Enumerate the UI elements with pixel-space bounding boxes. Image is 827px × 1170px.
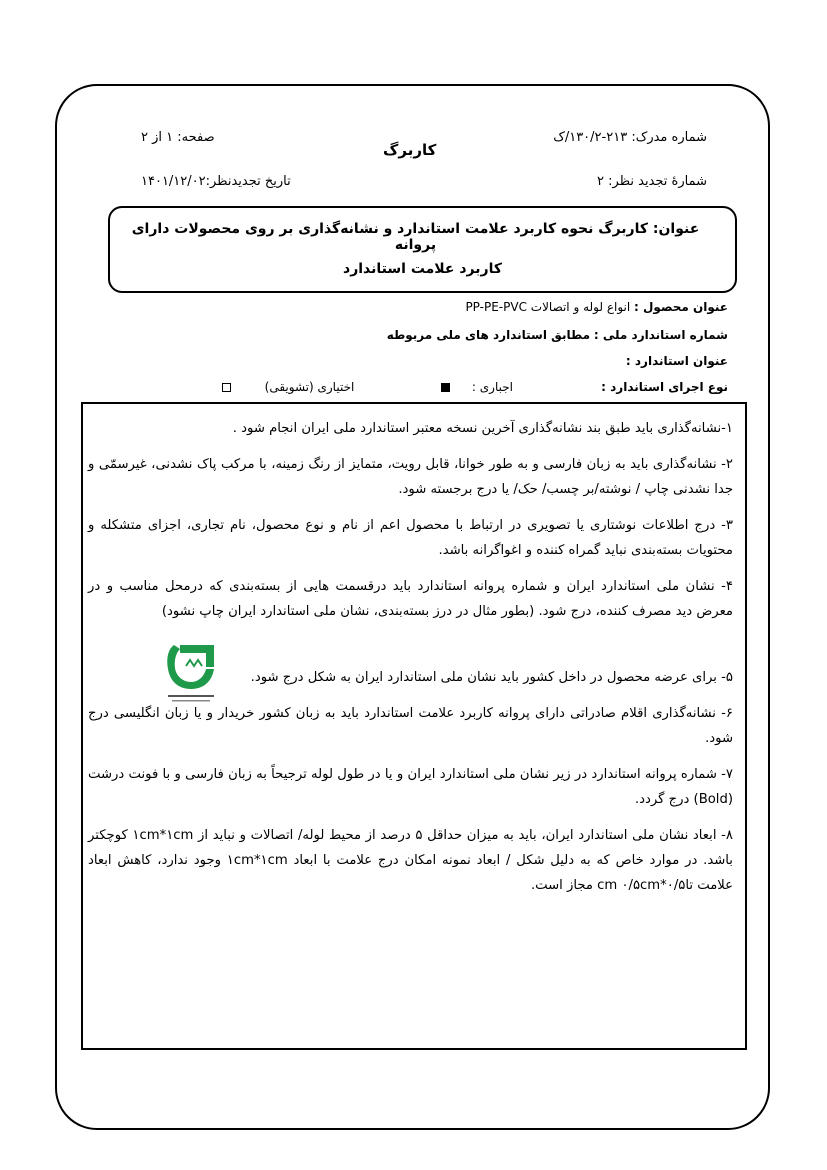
mandatory-checkbox-checked	[441, 383, 450, 392]
product-field	[465, 300, 728, 314]
product-value: انواع لوله و اتصالات PP-PE-PVC	[465, 300, 631, 314]
requirements-list	[88, 416, 733, 909]
title-line-1: عنوان: کاربرگ نحوه کاربرد علامت استاندارد و نشانه‌گذاری بر روی محصولات دارای پروانه	[131, 221, 700, 253]
revision-number: شمارۀ تجدید نظر: ۲	[597, 174, 707, 189]
national-std-value: مطابق استاندارد های ملی مربوطه	[386, 328, 591, 342]
national-std-label: شماره استاندارد ملی :	[593, 328, 728, 342]
list-item: ۸- ابعاد نشان ملی استاندارد ایران، باید به میزان حداقل ۵ درصد از محیط لوله/ اتصالات و نباید از ۱cm*۱cm کوچکتر باشد. در موارد خاص که به دلیل شکل / ابعاد نمونه امکان درج علامت با ابعاد ۱cm*۱cm وجود ندارد، کاهش ابعاد علامت تاcm ۰/۵cm*۰/۵ مجاز است.	[88, 828, 733, 893]
page-number: صفحه: ۱ از ۲	[141, 130, 215, 145]
std-title-field	[626, 354, 728, 368]
mandatory-option	[441, 380, 513, 394]
list-item: ۶- نشانه‌گذاری اقلام صادراتی دارای پروانه کاربرد علامت استاندارد باید به زبان کشور خریدار و یا زبان انگلیسی درج شود.	[88, 706, 733, 746]
list-item: ۴- نشان ملی استاندارد ایران و شماره پروانه استاندارد باید درقسمت هایی از بسته‌بندی که درمحل مناسب و در معرض دید مصرف کننده، درج شود. (بطور مثال در درز بسته‌بندی، نشان ملی استاندارد ایران چاپ نشود)	[88, 579, 733, 619]
title-box	[108, 206, 737, 293]
optional-label: اختیاری (تشویقی)	[264, 380, 355, 394]
form-title: کاربرگ	[383, 141, 437, 159]
list-item: ۷- شماره پروانه استاندارد در زیر نشان ملی استاندارد ایران و یا در طول لوله ترجیحاً به زبان فارسی و با فونت درشت (Bold) درج گردد.	[88, 767, 733, 807]
mandatory-label: اجباری :	[471, 380, 513, 394]
list-item: ۵- برای عرضه محصول در داخل کشور باید نشان ملی استاندارد ایران به شکل درج شود.	[250, 670, 733, 685]
optional-checkbox-unchecked	[222, 383, 231, 392]
optional-option	[222, 380, 354, 394]
product-label: عنوان محصول :	[634, 300, 728, 314]
title-line-2: کاربرد علامت استاندارد	[343, 261, 502, 277]
national-std-field	[387, 328, 728, 342]
list-item: ۱-نشانه‌گذاری باید طبق بند نشانه‌گذاری آخرین نسخه معتبر استاندارد ملی ایران انجام شود .	[232, 421, 733, 436]
enforcement-label: نوع اجرای استاندارد :	[601, 380, 728, 394]
iran-standard-logo-icon	[164, 639, 218, 705]
doc-number: شماره مدرک: ۲۱۳-۱۳۰/۲/ک	[553, 130, 707, 145]
content-box	[81, 402, 747, 1050]
list-item: ۳- درج اطلاعات نوشتاری یا تصویری در ارتباط با محصول اعم از نام و نوع محصول، نام تجاری، اجزای متشکله و محتویات بسته‌بندی نباید گمراه کننده و اغواگرانه باشد.	[88, 518, 733, 558]
std-title-label: عنوان استاندارد :	[625, 354, 728, 368]
list-item: ۲- نشانه‌گذاری باید به زبان فارسی و به طور خوانا، قابل رویت، متمایز از رنگ زمینه، با مرکب پاک نشدنی، غیرسمّی و جدا نشدنی چاپ / نوشته/بر چسب/ حک/ یا درج برجسته شود.	[88, 457, 733, 497]
revision-date: تاریخ تجدیدنظر:۱۴۰۱/۱۲/۰۲	[141, 174, 291, 189]
list-item-with-logo	[88, 635, 733, 690]
